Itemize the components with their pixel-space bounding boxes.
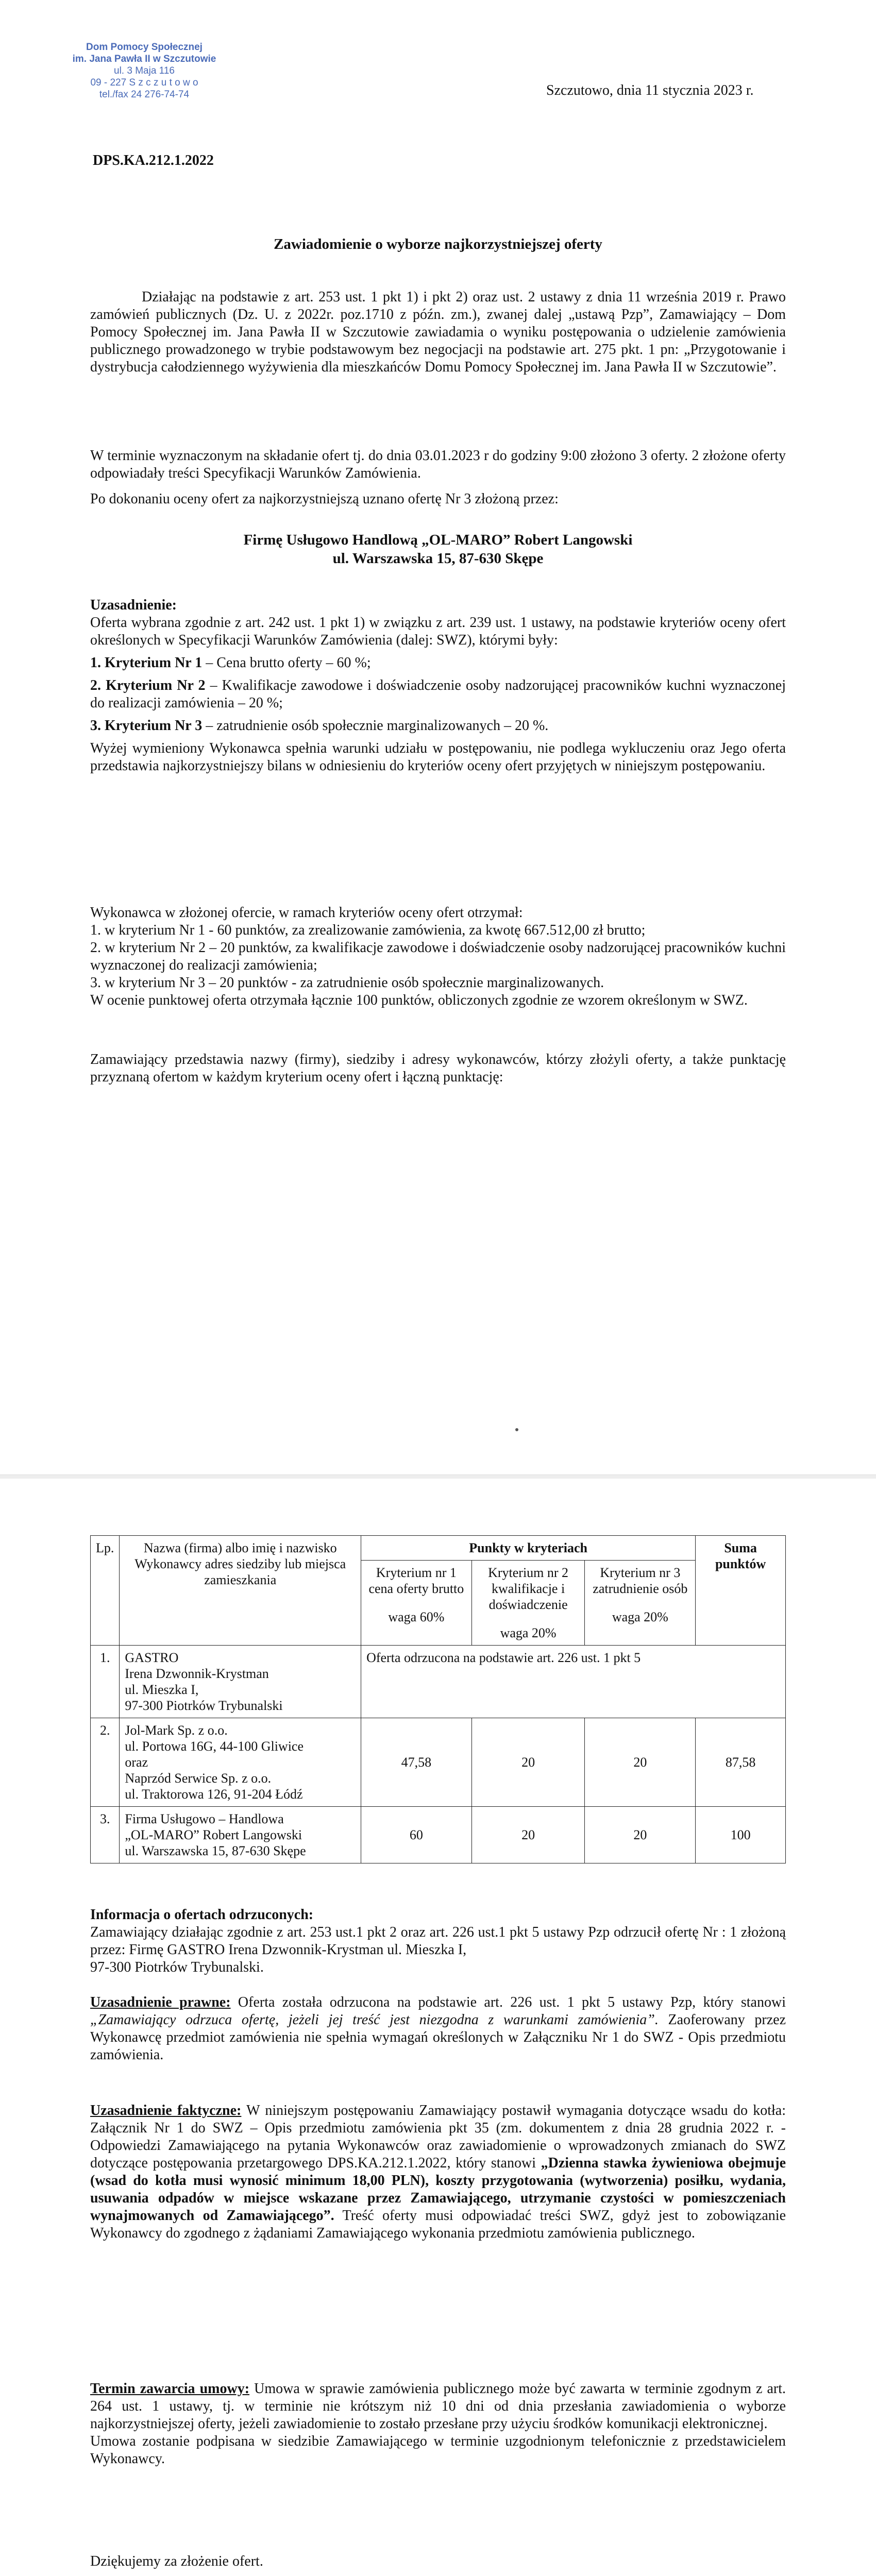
header-lp: Lp.: [91, 1536, 120, 1646]
header-points: Punkty w kryteriach: [361, 1536, 696, 1561]
header-criterion-2: [471, 1561, 585, 1646]
factual-text-1: W niniejszym postępowaniu Zamawiający postawił wymagania dotyczące wsadu do kotła: Załącznik Nr 1 do SWZ – Opis przedmiotu zamówienia pkt 35 (zm. dokumentem z dnia 28 grudnia 2022 r. - Odpowiedzi Zamawiającego na pytania Wykonawców oraz zawiadomienie o wprowadzonych zmianach do SWZ dotyczące postępowania przetargowego DPS.KA.212.1.2022, który stanowi: [90, 2103, 786, 2171]
score-item-1: 1. w kryterium Nr 1 - 60 punktów, za zrealizowanie zamówienia, za kwotę 667.512,00 zł brutto;: [90, 922, 646, 938]
document-title: Zawiadomienie o wyborze najkorzystniejszej oferty: [274, 236, 602, 252]
winner-name: Firmę Usługowo Handlową „OL-MARO” Robert Langowski: [243, 532, 633, 548]
criterion-3: [90, 717, 786, 735]
criterion-3-label: 3. Kryterium Nr 3: [90, 718, 203, 734]
row-1-name-line: GASTRO: [125, 1650, 179, 1665]
legal-text-2: Zaoferowany przez Wykonawcę przedmiot zamówienia nie spełnia wymagań określonych w Załączniku Nr 1 do SWZ - Opis przedmiotu zamówienia.: [90, 2012, 786, 2063]
place-and-date: Szczutowo, dnia 11 stycznia 2023 r.: [546, 82, 754, 98]
factual-heading: Uzasadnienie faktyczne:: [90, 2103, 242, 2119]
row-2-name-line: Naprzód Serwice Sp. z o.o.: [125, 1771, 272, 1786]
presentation-paragraph: [90, 1051, 786, 1086]
winner-block: [90, 531, 786, 568]
table-row: [91, 1807, 786, 1863]
factual-text-2: Treść oferty musi odpowiadać treści SWZ, gdyż jest to zobowiązanie Wykonawcy do zgodnego z żądaniami Zamawiającego wykonania przedmiotu zamówienia publicznego.: [90, 2208, 786, 2241]
criterion-3-text: – zatrudnienie osób społecznie marginalizowanych – 20 %.: [202, 718, 549, 734]
row-3-criterion-2: 20: [471, 1807, 585, 1863]
criterion-2-label: 2. Kryterium Nr 2: [90, 677, 206, 693]
row-2-sum: 87,58: [696, 1718, 786, 1807]
row-3-sum: 100: [696, 1807, 786, 1863]
header-criterion-2-weight: waga 20%: [500, 1625, 557, 1640]
row-3-name-line: Firma Usługowo – Handlowa: [125, 1811, 284, 1826]
best-balance-text: Wyżej wymieniony Wykonawca spełnia warunki udziału w postępowaniu, nie podlega wykluczeniu oraz Jego oferta przedstawia najkorzystniejszy bilans w odniesieniu do kryteriów oceny ofert przyjętych w niniejszym postępowaniu.: [90, 740, 786, 774]
presentation-text: Zamawiający przedstawia nazwy (firmy), siedziby i adresy wykonawców, którzy złożyli oferty, a także punktację przyznaną ofertom w każdym kryterium oceny ofert i łączną punktację:: [90, 1052, 786, 1085]
row-2-criterion-1: 47,58: [361, 1718, 472, 1807]
row-2-name-line: ul. Traktorowa 126, 91-204 Łódź: [125, 1787, 303, 1802]
header-criterion-3-weight: waga 20%: [612, 1609, 668, 1624]
deadline-text: W terminie wyznaczonym na składanie ofert tj. do dnia 03.01.2023 r do godziny 9:00 złożono 3 oferty. 2 złożone oferty odpowiadały treści Specyfikacji Warunków Zamówienia.: [90, 448, 786, 481]
institution-stamp: [67, 41, 222, 100]
factual-bold: „Dzienna stawka żywieniowa obejmuje (wsad do kotła musi wynosić minimum 18,00 PLN), koszty przygotowania (wytworzenia) posiłku, wydania, usuwania odpadów w miejsce wskazane przez Zamawiającego, utrzymanie czystości w pomieszczeniach wynajmowanych od Zamawiającego”.: [90, 2155, 786, 2224]
criterion-1-label: 1. Kryterium Nr 1: [90, 655, 203, 671]
table-row: [91, 1646, 786, 1718]
row-2-criterion-2: 20: [471, 1718, 585, 1807]
row-2-name-line: oraz: [125, 1755, 148, 1770]
row-2-contractor: [120, 1718, 361, 1807]
row-3-name-line: „OL-MARO” Robert Langowski: [125, 1827, 302, 1842]
contract-text-1: Umowa w sprawie zamówienia publicznego może być zawarta w terminie zgodnym z art. 264 ust. 1 ustawy, tj. w terminie nie krótszym niż 10 dni od dnia przesłania zawiadomienia o wyborze najkorzystniejszej oferty, jeżeli zawiadomienie to zostało przesłane przy użyciu środków komunikacji elektronicznej.: [90, 2381, 786, 2432]
rejected-text: Zamawiający działając zgodnie z art. 253 ust.1 pkt 2 oraz art. 226 ust.1 pkt 5 ustawy Pzp odrzucił ofertę Nr : 1 złożoną przez: Firmę GASTRO Irena Dzwonnik-Krystman ul. Mieszka I,: [90, 1924, 786, 1958]
header-sum: Suma punktów: [696, 1536, 786, 1646]
row-1-rejected-note: Oferta odrzucona na podstawie art. 226 ust. 1 pkt 5: [361, 1646, 786, 1718]
stamp-line: Dom Pomocy Społecznej: [86, 42, 203, 53]
intro-text: Działając na podstawie z art. 253 ust. 1 pkt 1) i pkt 2) oraz ust. 2 ustawy z dnia 11 września 2019 r. Prawo zamówień publicznych (Dz. U. z 2022r. poz.1710 z późn. zm.), zwanej dalej „ustawą Pzp”, Zamawiający – Dom Pomocy Społecznej im. Jana Pawła II w Szczutowie zawiadamia o wyniku postępowania o udzielenie zamówienia publicznego prowadzonego w trybie podstawowym bez negocjacji na podstawie art. 275 pkt. 1 pn: „Przygotowanie i dystrybucja całodziennego wyżywienia dla mieszkańców Domu Pomocy Społecznej im. Jana Pawła II w Szczutowie”.: [90, 289, 786, 375]
evaluation-paragraph: [90, 490, 786, 508]
justification-heading: Uzasadnienie:: [90, 597, 177, 613]
thanks-block: [90, 2553, 786, 2570]
row-3-contractor: [120, 1807, 361, 1863]
row-2-lp: 2.: [91, 1718, 120, 1807]
contract-term-block: [90, 2380, 786, 2468]
header-criterion-2-label: Kryterium nr 2 kwalifikacje i doświadczenie: [488, 1565, 569, 1612]
score-total: W ocenie punktowej oferta otrzymała łącznie 100 punktów, obliczonych zgodnie ze wzorem określonym w SWZ.: [90, 992, 748, 1008]
criterion-2-text: – Kwalifikacje zawodowe i doświadczenie osoby nadzorującej pracowników kuchni wyznaczonej do realizacji zamówienia – 20 %;: [90, 677, 786, 711]
scan-speck: [515, 1428, 518, 1431]
legal-heading: Uzasadnienie prawne:: [90, 1994, 231, 2010]
contract-heading: Termin zawarcia umowy:: [90, 2381, 250, 2397]
header-criterion-1: [361, 1561, 472, 1646]
legal-quote: „Zamawiający odrzuca ofertę, jeżeli jej treść jest niezgodna z warunkami zamówienia”.: [90, 2012, 659, 2028]
criterion-1: [90, 654, 786, 672]
factual-justification-block: [90, 2102, 786, 2242]
offers-table: [90, 1535, 786, 1863]
rejected-text-2: 97-300 Piotrków Trybunalski.: [90, 1959, 264, 1975]
row-3-name-line: ul. Warszawska 15, 87-630 Skępe: [125, 1843, 306, 1858]
score-item-3: 3. w kryterium Nr 3 – 20 punktów - za zatrudnienie osób społecznie marginalizowanych.: [90, 975, 604, 991]
stamp-line: 09 - 227 S z c z u t o w o: [90, 77, 198, 88]
legal-justification-block: [90, 1994, 786, 2064]
criterion-2: [90, 677, 786, 712]
deadline-paragraph: [90, 447, 786, 482]
row-1-contractor: [120, 1646, 361, 1718]
rejected-heading: Informacja o ofertach odrzuconych:: [90, 1907, 314, 1923]
scores-block: [90, 904, 786, 1009]
table-header-row: [91, 1536, 786, 1561]
contract-paragraph: [90, 2380, 786, 2433]
legal-text-1: Oferta została odrzucona na podstawie art. 226 ust. 1 pkt 5 ustawy Pzp, który stanowi: [230, 1994, 786, 2010]
header-contractor: Nazwa (firma) albo imię i nazwisko Wykonawcy adres siedziby lub miejsca zamieszkania: [120, 1536, 361, 1646]
justification-block: [90, 597, 786, 775]
reference-number: DPS.KA.212.1.2022: [93, 152, 214, 168]
row-3-criterion-3: 20: [585, 1807, 696, 1863]
header-criterion-3-label: Kryterium nr 3 zatrudnienie osób: [593, 1565, 688, 1596]
factual-paragraph: [90, 2102, 786, 2242]
header-criterion-1-weight: waga 60%: [388, 1609, 445, 1624]
scores-intro: Wykonawca w złożonej ofercie, w ramach kryteriów oceny ofert otrzymał:: [90, 905, 523, 921]
table-row: [91, 1718, 786, 1807]
row-2-name-line: ul. Portowa 16G, 44-100 Gliwice: [125, 1739, 304, 1754]
row-1-name-line: Irena Dzwonnik-Krystman: [125, 1666, 269, 1681]
winner-address: ul. Warszawska 15, 87-630 Skępe: [332, 550, 544, 567]
contract-text-2: Umowa zostanie podpisana w siedzibie Zamawiającego w terminie uzgodnionym telefonicznie z przedstawicielem Wykonawcy.: [90, 2433, 786, 2467]
header-criterion-1-label: Kryterium nr 1 cena oferty brutto: [368, 1565, 464, 1596]
row-1-lp: 1.: [91, 1646, 120, 1718]
header-criterion-3: [585, 1561, 696, 1646]
justification-text: Oferta wybrana zgodnie z art. 242 ust. 1 pkt 1) w związku z art. 239 ust. 1 ustawy, na podstawie kryteriów oceny ofert określonych w Specyfikacji Warunków Zamówienia (dalej: SWZ), którymi były:: [90, 615, 786, 648]
row-3-criterion-1: 60: [361, 1807, 472, 1863]
legal-paragraph: [90, 1994, 786, 2064]
criterion-1-text: – Cena brutto oferty – 60 %;: [202, 655, 371, 671]
stamp-line: im. Jana Pawła II w Szczutowie: [72, 54, 216, 64]
row-1-name-line: ul. Mieszka I,: [125, 1682, 199, 1697]
row-2-criterion-3: 20: [585, 1718, 696, 1807]
row-1-name-line: 97-300 Piotrków Trybunalski: [125, 1698, 283, 1713]
score-item-2: 2. w kryterium Nr 2 – 20 punktów, za kwalifikacje zawodowe i doświadczenie osoby nadzorującej pracowników kuchni wyznaczonej do realizacji zamówienia;: [90, 940, 786, 973]
evaluation-text: Po dokonaniu oceny ofert za najkorzystniejszą uznano ofertę Nr 3 złożoną przez:: [90, 491, 559, 507]
thanks-text: Dziękujemy za złożenie ofert.: [90, 2553, 263, 2569]
stamp-line: tel./fax 24 276-74-74: [99, 89, 190, 100]
rejected-offers-block: [90, 1906, 786, 1976]
row-3-lp: 3.: [91, 1807, 120, 1863]
intro-paragraph: [90, 289, 786, 376]
row-2-name-line: Jol-Mark Sp. z o.o.: [125, 1723, 228, 1738]
stamp-line: ul. 3 Maja 116: [114, 65, 175, 76]
